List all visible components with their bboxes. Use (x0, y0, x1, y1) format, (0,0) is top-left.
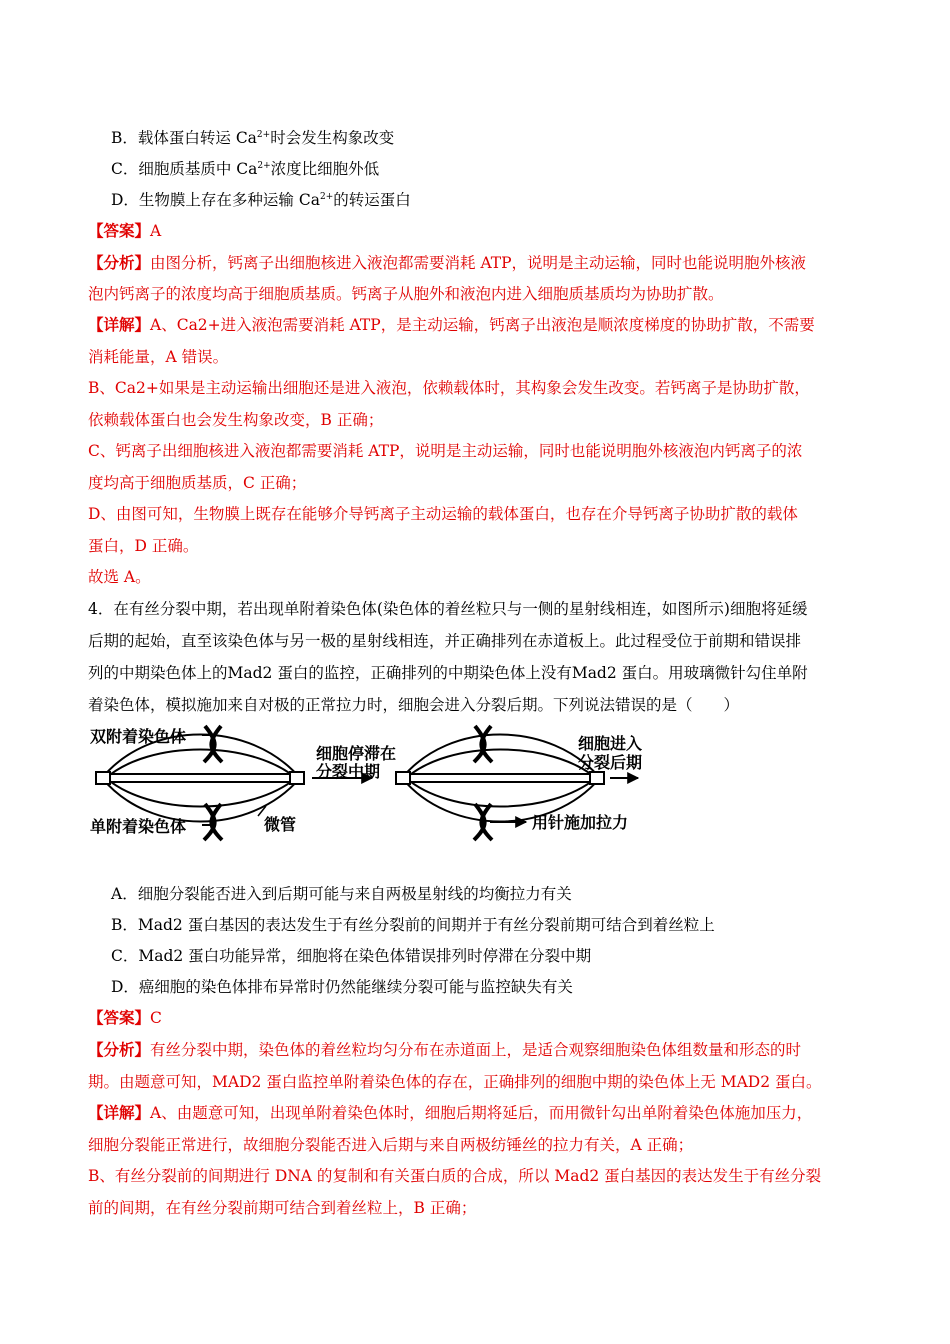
q4-detail-b-line-2: 前的间期，在有丝分裂前期可结合到着丝粒上，B 正确； (88, 1199, 477, 1217)
q3-detail-d-line-1: D、由图可知，生物膜上既存在能够介导钙离子主动运输的载体蛋白，也存在介导钙离子协助扩散的载体 (88, 505, 798, 523)
q4-stem-line-4: 着染色体，模拟施加来自对极的正常拉力时，细胞会进入分裂后期。下列说法错误的是（ ） (88, 696, 740, 714)
label-enter-2: 分裂后期 (578, 753, 643, 772)
q4-option-a: A．细胞分裂能否进入到后期可能与来自两极星射线的均衡拉力有关 (111, 885, 572, 903)
q3-detail-a-line-2: 消耗能量，A 错误。 (88, 348, 229, 366)
q4-analysis-line-2: 期。由题意可知，MAD2 蛋白监控单附着染色体的存在，正确排列的细胞中期的染色体上无 MAD2 蛋白。 (88, 1073, 822, 1091)
q4-option-c: C．Mad2 蛋白功能异常，细胞将在染色体错误排列时停滞在分裂中期 (111, 947, 592, 965)
label-enter-1: 细胞进入 (578, 734, 643, 753)
q3-detail-c-line-1: C、钙离子出细胞核进入液泡都需要消耗 ATP，说明是主动运输，同时也能说明胞外核液泡内钙离子的浓 (88, 442, 803, 460)
q3-detail-a-line-1: 【详解】A、Ca2+进入液泡需要消耗 ATP，是主动运输，钙离子出液泡是顺浓度梯度的协助扩散，不需要 (88, 315, 815, 334)
q4-analysis-line-1: 【分析】有丝分裂中期，染色体的着丝粒均匀分布在赤道面上，是适合观察细胞染色体组数量和形态的时 (88, 1040, 802, 1059)
spindle-figure (90, 722, 650, 847)
q4-detail-b-line-1: B、有丝分裂前的间期进行 DNA 的复制和有关蛋白质的合成，所以 Mad2 蛋白基因的表达发生于有丝分裂 (88, 1167, 822, 1185)
q4-option-b: B．Mad2 蛋白基因的表达发生于有丝分裂前的间期并于有丝分裂前期可结合到着丝粒上 (111, 916, 715, 934)
label-stall-2: 分裂中期 (316, 762, 381, 781)
q4-stem-line-1: 4．在有丝分裂中期，若出现单附着染色体(染色体的着丝粒只与一侧的星射线相连，如图所示)细胞将延缓 (88, 600, 808, 618)
q3-detail-d-line-2: 蛋白，D 正确。 (88, 537, 199, 555)
q3-detail-c-line-2: 度均高于细胞质基质，C 正确； (88, 474, 307, 492)
q4-stem-line-2: 后期的起始，直至该染色体与另一极的星射线相连，并正确排列在赤道板上。此过程受位于前期和错误排 (88, 632, 802, 650)
label-double-attached: 双附着染色体 (90, 727, 187, 746)
q3-detail-b-line-2: 依赖载体蛋白也会发生构象改变，B 正确； (88, 411, 384, 429)
left-spindle (102, 735, 300, 822)
right-chromosome-top (474, 726, 492, 762)
q4-answer: 【答案】C (88, 1008, 162, 1027)
q3-option-d: D．生物膜上存在多种运输 $Ca^{2+}$的转运蛋白 (111, 191, 411, 209)
label-microtubule: 微管 (264, 815, 297, 834)
q4-detail-a-line-2: 细胞分裂能正常进行，故细胞分裂能否进入后期与来自两极纺锤丝的拉力有关，A 正确； (88, 1136, 694, 1154)
q4-stem-line-3: 列的中期染色体上的Mad2 蛋白的监控，正确排列的中期染色体上没有Mad2 蛋白。用玻璃微针勾住单附 (88, 664, 808, 682)
q4-option-d: D．癌细胞的染色体排布异常时仍然能继续分裂可能与监控缺失有关 (111, 978, 573, 996)
q3-analysis-line-2: 泡内钙离子的浓度均高于细胞质基质。钙离子从胞外和液泡内进入细胞质基质均为协助扩散。 (88, 285, 724, 303)
q3-conclusion: 故选 A。 (88, 568, 151, 586)
right-spindle (402, 735, 600, 822)
q3-answer: 【答案】A (88, 221, 162, 240)
left-chromosome-double (204, 726, 222, 762)
label-needle-pull: 用针施加拉力 (532, 813, 629, 832)
label-stall-1: 细胞停滞在 (316, 744, 397, 763)
q4-detail-a-line-1: 【详解】A、由题意可知，出现单附着染色体时，细胞后期将延后，而用微针勾出单附着染色体施加压力， (88, 1103, 813, 1122)
q3-option-c: C．细胞质基质中 $Ca^{2+}$浓度比细胞外低 (111, 160, 380, 178)
label-single-attached: 单附着染色体 (90, 817, 187, 836)
q3-detail-b-line-1: B、Ca2+如果是主动运输出细胞还是进入液泡，依赖载体时，其构象会发生改变。若钙离子是协助扩散， (88, 379, 810, 397)
q3-option-b: B．载体蛋白转运 $Ca^{2+}$时会发生构象改变 (111, 129, 395, 147)
q3-analysis-line-1: 【分析】由图分析，钙离子出细胞核进入液泡都需要消耗 ATP，说明是主动运输，同时也能说明胞外核液 (88, 253, 807, 272)
